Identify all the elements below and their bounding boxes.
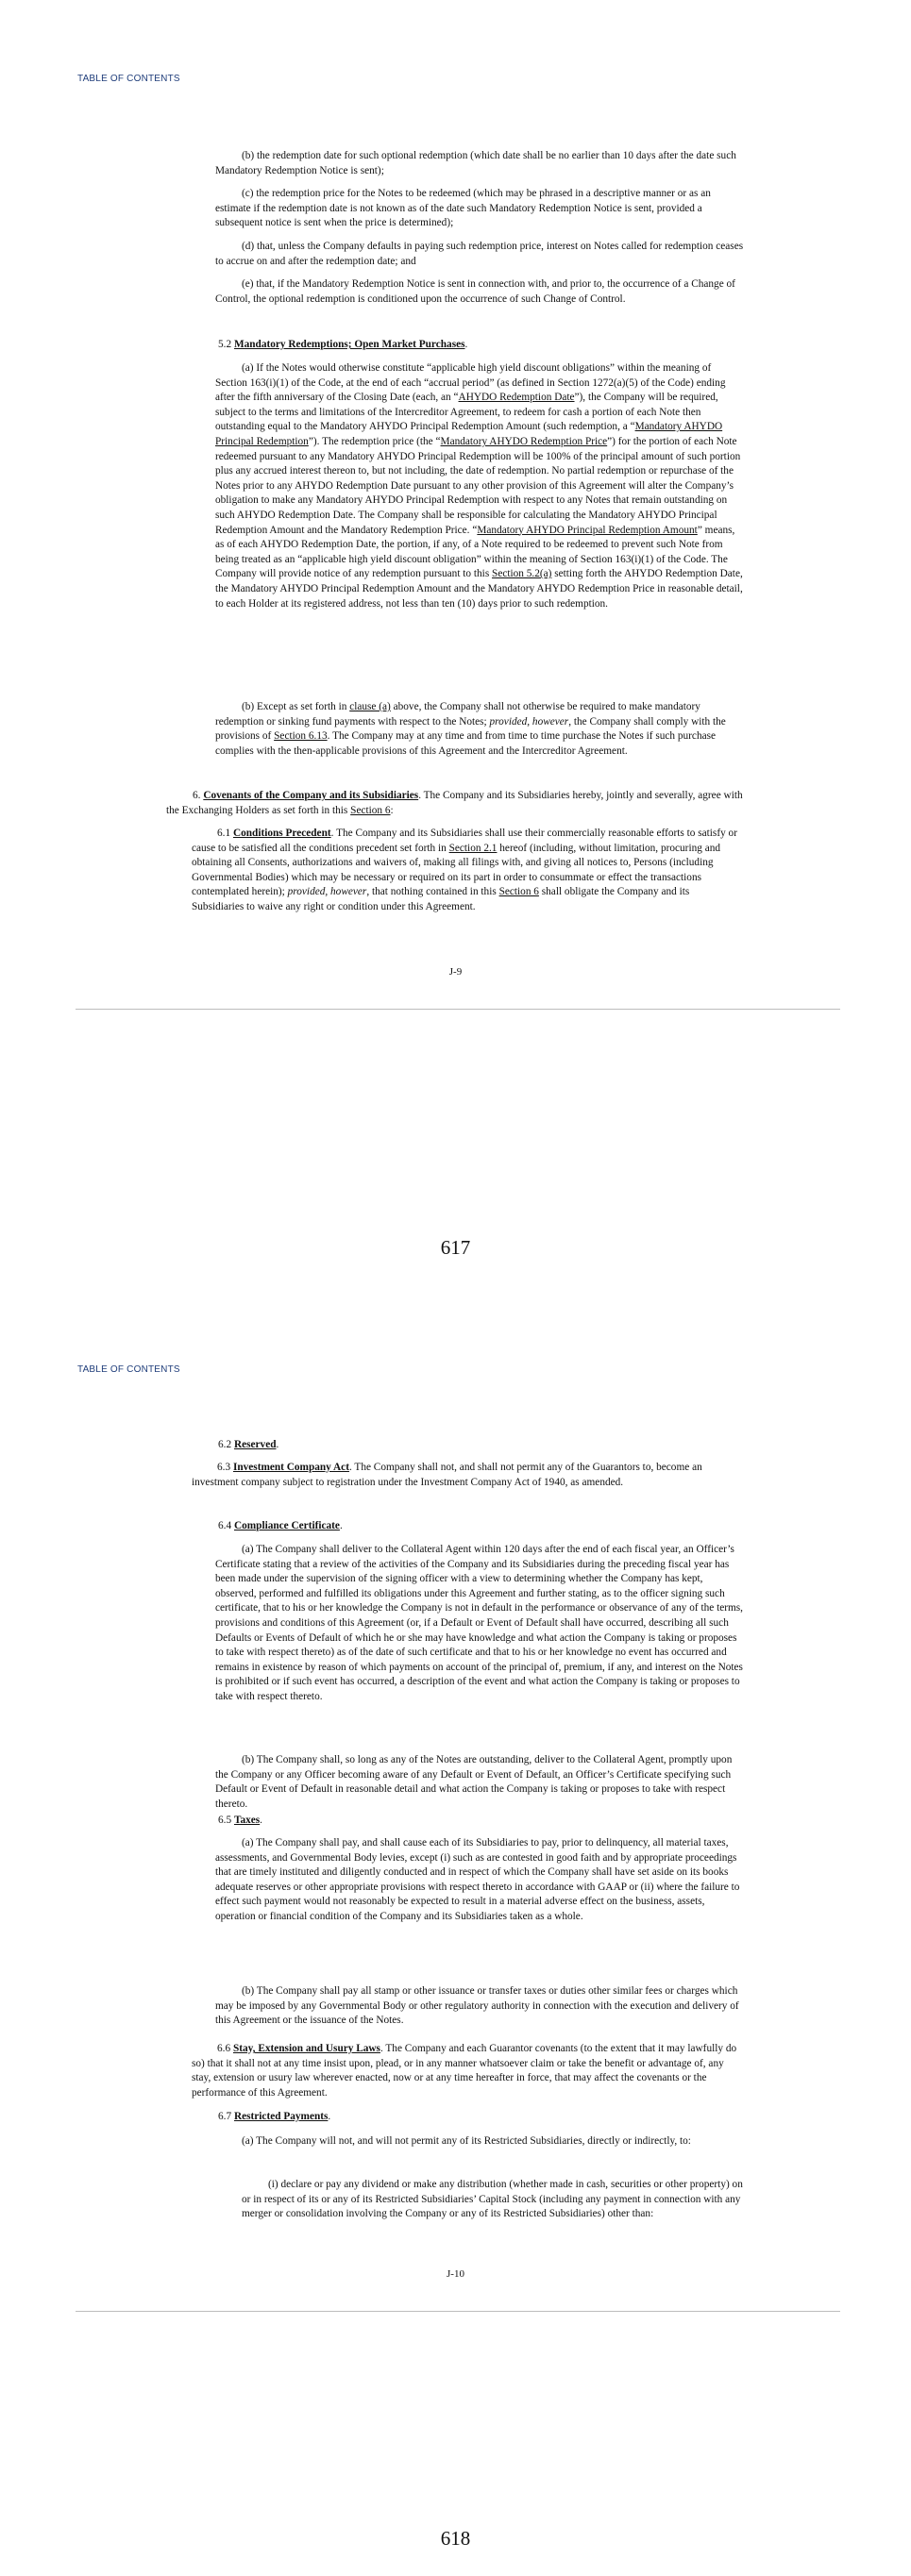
section-6-7-heading: 6.7 Restricted Payments.	[218, 2111, 331, 2122]
clause-c: (c) the redemption price for the Notes to be redeemed (which may be phrased in a descriptive manner or as an estimate if the redemption date is not known as of the date such Mandatory Redemption Notice is sent, provided a subsequent notice is sent when the price is determined);	[215, 188, 711, 229]
page-divider	[76, 2311, 840, 2312]
clause-e: (e) that, if the Mandatory Redemption Notice is sent in connection with, and prior to, the occurrence of a Change of Control, the optional redemption is conditioned upon the occurrence of such Change of Control.	[215, 278, 735, 305]
section-6-link-2[interactable]: Section 6	[498, 886, 539, 898]
section-2-1-link[interactable]: Section 2.1	[448, 842, 498, 854]
section-6-5-a: (a) The Company shall pay, and shall cause each of its Subsidiaries to pay, prior to delinquency, all material taxes, assessments, and Governmental Body levies, except (i) such as are contested in good faith and by appropriate proceedings that are timely instituted and diligently conducted and in respect of which the Company shall have set aside on its books adequate reserves or other appropriate provisions with respect thereto in accordance with GAAP or (ii) where the failure to effect such payment would not reasonably be expected to result in a material adverse effect on the business, assets, operation or financial condition of the Company and its Subsidiaries taken as a whole.	[215, 1837, 740, 1922]
section-6-1: 6.1 Conditions Precedent. The Company and its Subsidiaries shall use their commercially reasonable efforts to satisfy or cause to be satisfied all the conditions precedent set forth in Section 2.1 hereof (including, without limitation, procuring and obtaining all Consents, authorizations and waivers of, making all filings with, and giving all notices to, Persons (including Governmental Bodies) which may be necessary or required on its part in order to consummate or effect the transactions contemplated herein); provided, however, that nothing contained in this Section 6 shall obligate the Company and its Subsidiaries to waive any right or condition under this Agreement.	[192, 828, 737, 912]
section-6-4-heading: 6.4 Compliance Certificate.	[218, 1520, 343, 1531]
section-6-7-a: (a) The Company will not, and will not permit any of its Restricted Subsidiaries, directly or indirectly, to:	[242, 2135, 691, 2147]
section-6-5-b: (b) The Company shall pay all stamp or other issuance or transfer taxes or duties other similar fees or charges which may be imposed by any Governmental Body or other regulatory authority in connection with the execution and delivery of this Agreement or the issuance of the Notes.	[215, 1985, 739, 2027]
page-number: 618	[440, 2527, 471, 2550]
section-6-2-heading: 6.2 Reserved.	[218, 1439, 279, 1450]
section-5-2-b: (b) Except as set forth in clause (a) above, the Company shall not otherwise be required to make mandatory redemption or sinking fund payments with respect to the Notes; provided, however, the Company shall comply with the provisions of Section 6.13. The Company may at any time and from time to time purchase the Notes if such purchase complies with the then-applicable provisions of this Agreement and the Intercreditor Agreement.	[215, 701, 726, 757]
page-divider	[76, 1009, 840, 1010]
table-of-contents-link[interactable]: TABLE OF CONTENTS	[77, 1364, 180, 1375]
section-5-2-a: (a) If the Notes would otherwise constitute “applicable high yield discount obligations” within the meaning of Section 163(i)(1) of the Code, at the end of each “accrual period” (as defined in Section 1272(a)(5) of the Code) ending after the fifth anniversary of the Closing Date (each, an “AHYDO Redemption Date”), the Company will be required, subject to the terms and limitations of the Intercreditor Agreement, to redeem for cash a portion of each Note then outstanding equal to the Mandatory AHYDO Principal Redemption Amount (such redemption, a “Mandatory AHYDO Principal Redemption”). The redemption price (the “Mandatory AHYDO Redemption Price”) for the portion of each Note redeemed pursuant to any Mandatory AHYDO Principal Redemption will be 100% of the principal amount of such portion plus any accrued interest thereon to, but not including, the date of redemption. No partial redemption or repurchase of the Notes prior to any AHYDO Redemption Date pursuant to any other provision of this Agreement will alter the Company’s obligation to make any Mandatory AHYDO Principal Redemption with respect to any Notes that remain outstanding on such AHYDO Redemption Date. The Company shall be responsible for calculating the Mandatory AHYDO Principal Redemption Amount and the Mandatory Redemption Price. “Mandatory AHYDO Principal Redemption Amount” means, as of each AHYDO Redemption Date, the portion, if any, of a Note required to be redeemed to prevent such Note from being treated as an “applicable high yield discount obligation” within the meaning of Section 163(i)(1) of the Code. The Company will provide notice of any redemption pursuant to this Section 5.2(a) setting forth the AHYDO Redemption Date, the Mandatory AHYDO Principal Redemption Amount and the Mandatory AHYDO Redemption Price in reasonable detail, to each Holder at its registered address, not less than ten (10) days prior to such redemption.	[215, 362, 743, 610]
section-6-intro: 6. Covenants of the Company and its Subsidiaries. The Company and its Subsidiaries hereby, jointly and severally, agree with the Exchanging Holders as set forth in this Section 6:	[166, 790, 743, 816]
clause-b: (b) the redemption date for such optional redemption (which date shall be no earlier than 10 days after the date such Mandatory Redemption Notice is sent);	[215, 150, 736, 176]
section-6-6: 6.6 Stay, Extension and Usury Laws. The Company and each Guarantor covenants (to the extent that it may lawfully do so) that it shall not at any time insist upon, plead, or in any manner whatsoever claim or take the benefit or advantage of, any stay, extension or usury law wherever enacted, now or at any time hereafter in force, that may affect the covenants or the performance of this Agreement.	[192, 2043, 737, 2099]
page-number: 617	[440, 1236, 471, 1259]
section-6-4-a: (a) The Company shall deliver to the Collateral Agent within 120 days after the end of each fiscal year, an Officer’s Certificate stating that a review of the activities of the Company and its Subsidiaries during the preceding fiscal year has been made under the supervision of the signing officer with a view to determining whether the Company has kept, observed, performed and fulfilled its obligations under this Agreement and further stating, as to the officer signing such certificate, that to his or her knowledge the Company is not in default in the performance or observance of any of the terms, provisions and conditions of this Agreement (or, if a Default or Event of Default shall have occurred, describing all such Defaults or Events of Default of which he or she may have knowledge and what action the Company is taking or proposes to take with respect thereto) as of the date of such certificate and that to his or her knowledge no event has occurred and remains in existence by reason of which payments on account of the principal of, premium, if any, and interest on the Notes is prohibited or if such event has occurred, a description of the event and what action the Company is taking or proposes to take with respect thereto.	[215, 1544, 744, 1702]
section-6-7-a-i: (i) declare or pay any dividend or make any distribution (whether made in cash, securities or other property) on or in respect of its or any of its Restricted Subsidiaries’ Capital Stock (including any payment in connection with any merger or consolidation involving the Company or any of its Restricted Subsidiaries) other than:	[242, 2179, 743, 2220]
section-6-3: 6.3 Investment Company Act. The Company shall not, and shall not permit any of the Guarantors to, become an investment company subject to registration under the Investment Company Act of 1940, as amended.	[192, 1462, 702, 1488]
section-5-2-a-link[interactable]: Section 5.2(a)	[492, 568, 552, 580]
clause-a-link[interactable]: clause (a)	[349, 701, 391, 712]
table-of-contents-link[interactable]: TABLE OF CONTENTS	[77, 74, 180, 84]
section-6-5-heading: 6.5 Taxes.	[218, 1815, 262, 1826]
section-6-4-b: (b) The Company shall, so long as any of the Notes are outstanding, deliver to the Collateral Agent, promptly upon the Company or any Officer becoming aware of any Default or Event of Default, an Officer’s Certificate specifying such Default or Event of Default in reasonable detail and what action the Company is taking or proposes to take with respect thereto.	[215, 1754, 733, 1810]
section-6-13-link[interactable]: Section 6.13	[274, 730, 328, 743]
page-label: J-9	[448, 966, 463, 978]
section-5-2-heading: 5.2 Mandatory Redemptions; Open Market Purchases.	[218, 339, 468, 350]
page-label: J-10	[447, 2268, 464, 2280]
clause-d: (d) that, unless the Company defaults in paying such redemption price, interest on Notes called for redemption ceases to accrue on and after the redemption date; and	[215, 241, 744, 267]
section-6-link[interactable]: Section 6	[350, 804, 391, 816]
